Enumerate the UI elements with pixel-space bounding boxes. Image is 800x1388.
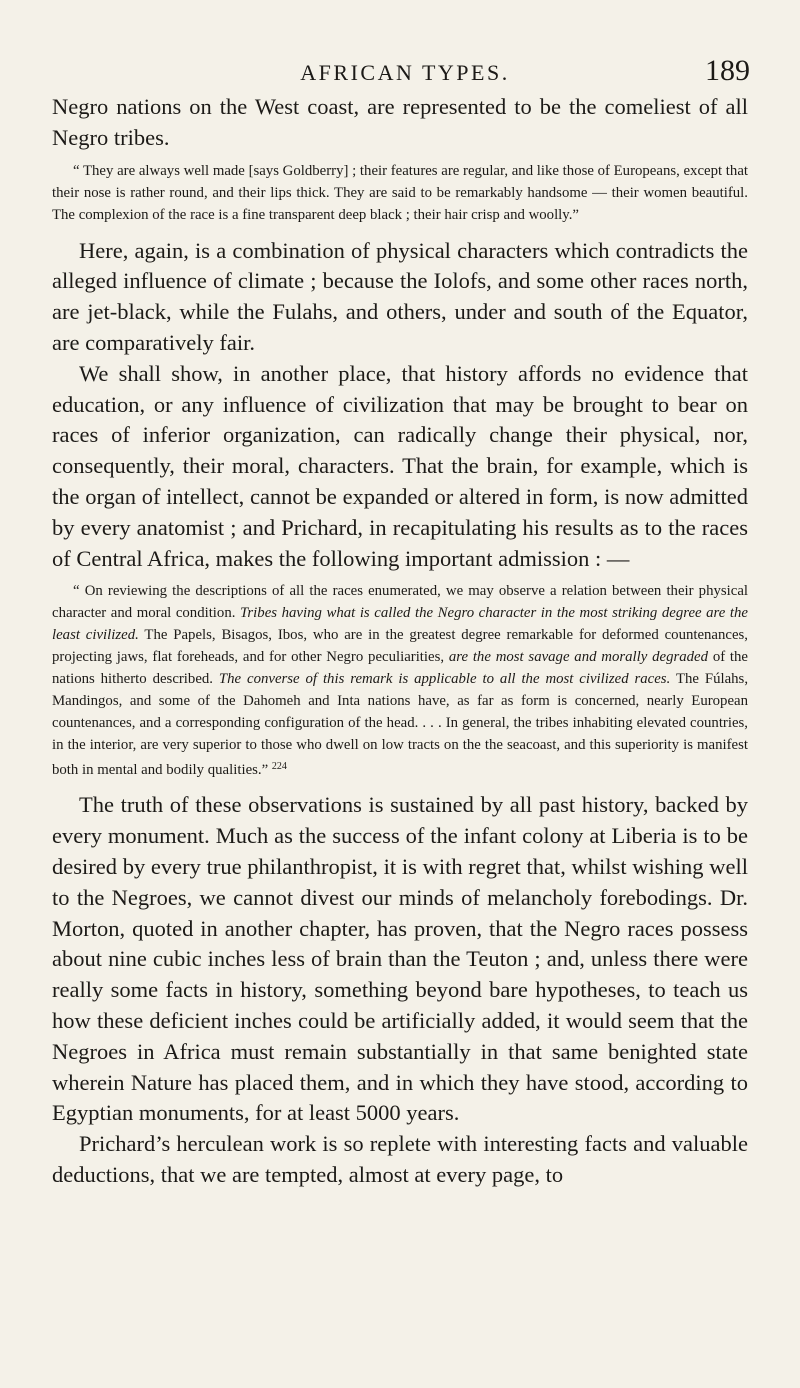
- page-body: [52, 92, 748, 1191]
- running-head: [60, 48, 750, 88]
- quote-prichard-a: “ On reviewing the descriptions of all the races enumerated, we may observe a relation between their physical character and moral condition.: [52, 583, 748, 622]
- page-number: 189: [705, 54, 750, 87]
- quotation-goldberry: [52, 160, 748, 226]
- quote-prichard-c: The Papels, Bisagos, Ibos, who are in the greatest degree remarkable for deformed countenances, projecting jaws, flat foreheads, and for other Negro peculiarities,: [52, 627, 748, 666]
- quote-prichard-d: are the most savage and morally degraded: [448, 649, 709, 666]
- paragraph-prichard-work: Prichard’s herculean work is so replete with interesting facts and valuable deductions, that we are tempted, almost at every page, to: [52, 1131, 748, 1187]
- paragraph-education: We shall show, in another place, that history affords no evidence that education, or any influence of civilization that may be brought to bear on races of inferior organization, can radically change their physical, nor, consequently, their moral, characters. That the brain, for example, which is the organ of intellect, cannot be expanded or altered in form, is now admitted by every anatomist ; and Prichard, in recapitulating his results as to the races of Central Africa, makes the following important admission : —: [52, 360, 748, 571]
- quote-prichard-f: The converse of this remark is applicable to all the most civilized races.: [218, 671, 671, 688]
- quote-goldberry-text: “ They are always well made [says Goldberry] ; their features are regular, and like those of Europeans, except that their nose is rather round, and their lips thick. They are said to be remarkably handsome — their women beautiful. The complexion of the race is a fine transparent deep black ; their hair crisp and woolly.”: [52, 162, 748, 223]
- paragraph-climate: Here, again, is a combination of physical characters which contradicts the alleged influence of climate ; because the Iolofs, and some other races north, are jet-black, while the Fulahs, and others, under and south of the Equator, are comparatively fair.: [52, 237, 748, 355]
- quote-prichard-g: The Fúlahs, Mandingos, and some of the Dahomeh and Inta nations have, as far as form is concerned, nearly European countenances, and a corresponding configuration of the head. . . . In general, the tribes inhabiting elevated countries, in the interior, are very superior to those who dwell on low tracts on the the seacoast, and this superiority is manifest both in mental and bodily qualities.”: [52, 671, 749, 779]
- quote-prichard-e: of the nations hitherto described.: [52, 649, 749, 688]
- paragraph-history: The truth of these observations is sustained by all past history, backed by every monument. Much as the success of the infant colony at Liberia is to be desired by every true philanthropist, it is with regret that, whilst wishing well to the Negroes, we cannot divest our minds of melancholy forebodings. Dr. Morton, quoted in another chapter, has proven, that the Negro races possess about nine cubic inches less of brain than the Teuton ; and, unless there were really some facts in history, something beyond bare hypotheses, to teach us how these deficient inches could be artificially added, it would seem that the Negroes in Africa must remain substantially in that same benighted state wherein Nature has placed them, and in which they have stood, according to Egyptian monuments, for at least 5000 years.: [52, 792, 748, 1126]
- quote-prichard-b: Tribes having what is called the Negro character in the most striking degree are the least civilized.: [52, 605, 748, 644]
- running-title: AFRICAN TYPES.: [300, 60, 510, 85]
- paragraph-continued: Negro nations on the West coast, are represented to be the comeliest of all Negro tribes.: [52, 94, 748, 150]
- footnote-reference: 224: [271, 761, 287, 773]
- quotation-prichard: [52, 580, 748, 781]
